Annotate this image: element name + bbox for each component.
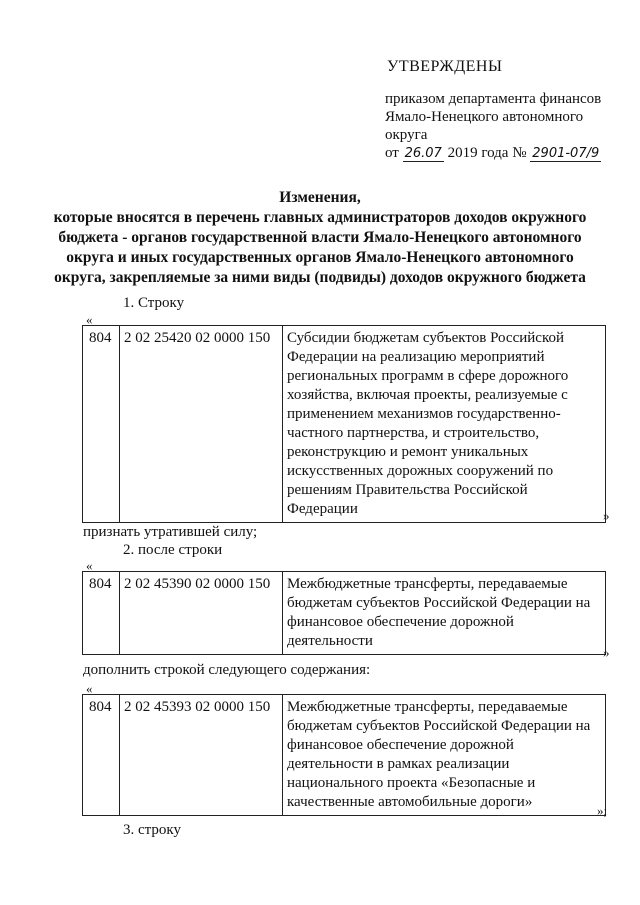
open-quote: « bbox=[86, 558, 93, 573]
revenue-row-table-2 bbox=[82, 571, 606, 655]
item-1-after-text: признать утратившей силу; bbox=[83, 524, 258, 540]
handwritten-date: 26.07 bbox=[404, 146, 442, 161]
revenue-row-table-1 bbox=[82, 325, 606, 523]
approval-date-line bbox=[385, 143, 601, 163]
item-3-label: 3. строку bbox=[123, 822, 181, 838]
table-row bbox=[83, 695, 606, 816]
heading-line-4: округа и иных государственных органов Ямало-Ненецкого автономного bbox=[66, 249, 574, 266]
approval-line-3: округа bbox=[385, 127, 428, 143]
admin-code-cell: 804 bbox=[83, 572, 120, 655]
revenue-name-cell: Межбюджетные трансферты, передаваемые бюджетам субъектов Российской Федерации на финансовое обеспечение дорожной деятельности в рамках реализации национального проекта «Безопасные и качественные автомобильные дороги» bbox=[283, 695, 606, 816]
item-1-label: 1. Строку bbox=[123, 295, 185, 311]
year-text: 2019 года № bbox=[447, 145, 527, 161]
revenue-row-table-3 bbox=[82, 694, 606, 816]
item-2-label: 2. после строки bbox=[123, 542, 223, 558]
approval-line-2: Ямало-Ненецкого автономного bbox=[385, 109, 584, 125]
table-row bbox=[83, 572, 606, 655]
kbk-code-cell: 2 02 45390 02 0000 150 bbox=[120, 572, 283, 655]
admin-code-cell: 804 bbox=[83, 326, 120, 523]
date-prefix: от bbox=[385, 145, 399, 161]
heading-line-2: которые вносятся в перечень главных администраторов доходов окружного bbox=[53, 209, 587, 226]
heading-title: Изменения, bbox=[279, 189, 361, 206]
close-quote: » bbox=[603, 645, 610, 660]
admin-code-cell: 804 bbox=[83, 695, 120, 816]
heading-line-5: округа, закрепляемые за ними виды (подвиды) доходов окружного бюджета bbox=[54, 269, 586, 286]
close-quote: »; bbox=[597, 803, 608, 818]
handwritten-number: 2901-07/9 bbox=[532, 146, 600, 161]
revenue-name-cell: Межбюджетные трансферты, передаваемые бюджетам субъектов Российской Федерации на финансовое обеспечение дорожной деятельности bbox=[283, 572, 606, 655]
approval-line-1: приказом департамента финансов bbox=[385, 91, 602, 107]
close-quote: » bbox=[603, 508, 610, 523]
revenue-name-cell: Субсидии бюджетам субъектов Российской Федерации на реализацию мероприятий региональных программ в сфере дорожного хозяйства, включая проекты, реализуемые с применением механизмов государственно-частного партнерства, и строительство, реконструкцию и ремонт уникальных искусственных дорожных сооружений по решениям Правительства Российской Федерации bbox=[283, 326, 606, 523]
heading-line-3: бюджета - органов государственной власти Ямало-Ненецкого автономного bbox=[58, 229, 582, 246]
kbk-code-cell: 2 02 45393 02 0000 150 bbox=[120, 695, 283, 816]
open-quote: « bbox=[86, 312, 93, 327]
open-quote: « bbox=[86, 681, 93, 696]
kbk-code-cell: 2 02 25420 02 0000 150 bbox=[120, 326, 283, 523]
table-row bbox=[83, 326, 606, 523]
item-2-after-text: дополнить строкой следующего содержания: bbox=[83, 662, 371, 678]
approval-title: УТВЕРЖДЕНЫ bbox=[387, 58, 503, 75]
